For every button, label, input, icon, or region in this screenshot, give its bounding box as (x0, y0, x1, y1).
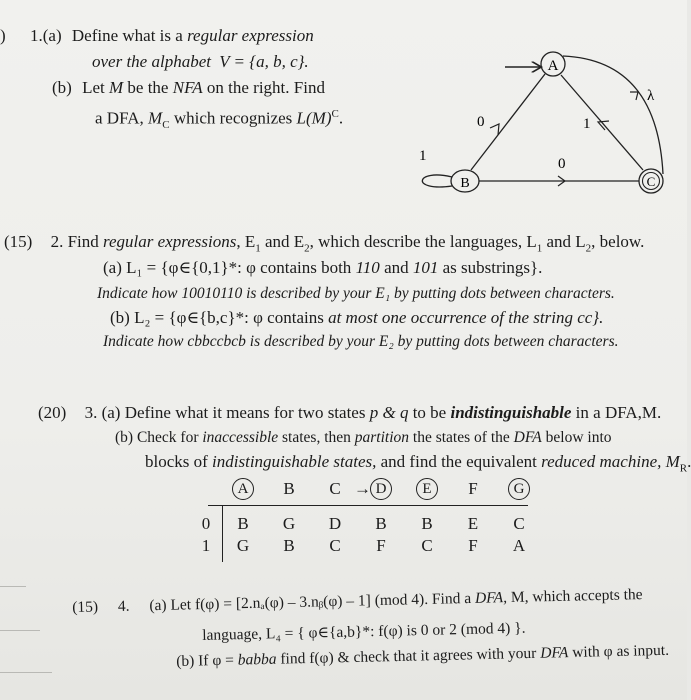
q1a-line1: 1.(a) Define what is a regular expression (30, 26, 314, 45)
q2b-indicate: Indicate how cbbccbcb is described by your E₂ by putting dots between characters. (103, 333, 619, 350)
table-cell: C (329, 536, 341, 555)
edge-a-c-arrowhead (630, 92, 638, 100)
edge-b-a-arrowhead (490, 124, 499, 135)
q2b-line: (b) L₂ = {φ∈{b,c}*: φ contains at most one occurrence of the string cc}. (110, 308, 604, 327)
q1a-line2: over the alphabet V = {a, b, c}. (92, 52, 309, 71)
edge-a-c (563, 56, 663, 174)
table-cell: C (513, 514, 525, 533)
edge-b-c-label: 0 (558, 156, 566, 172)
table-cell: A (512, 536, 526, 555)
table-header-c: C (329, 479, 341, 498)
state-a-label: A (547, 58, 559, 74)
state-c-label: C (646, 174, 656, 189)
q3-line2: (b) Check for inaccessible states, then partition the states of the DFA below into (115, 429, 612, 446)
margin-rule-3 (0, 672, 52, 673)
table-cell: F (376, 536, 386, 555)
table-header-b: B (283, 479, 295, 498)
q2a-line: (a) L₁ = {φ∈{0,1}*: φ contains both 110 and 101 as substrings}. (103, 258, 543, 277)
edge-a-c-label: λ (647, 88, 655, 104)
q2a-indicate: Indicate how 10010110 is described by your E₁ by putting dots between characters. (97, 285, 615, 302)
q2-line1: (15) 2. Find regular expressions, $E_1$ and $E_2$, which describe the languages, $L_1$ and $L_2$, below. (4, 232, 645, 255)
table-cell: G (282, 514, 296, 533)
edge-c-a (561, 75, 643, 170)
table-cell: B (283, 536, 295, 555)
margin-rule-1 (0, 586, 26, 587)
q4-line3: (b) If φ = babba find f(φ) & check that it agrees with your DFA with φ as input. (176, 641, 670, 670)
table-cell: B (375, 514, 387, 533)
table-header-f: F (468, 479, 478, 498)
table-cell: B (237, 514, 249, 533)
margin-rule-2 (0, 630, 40, 631)
table-cell: F (468, 536, 478, 555)
table-cell: G (236, 536, 250, 555)
table-header-e: E (414, 478, 440, 500)
table-header-d: D → (368, 478, 394, 500)
q1b-line2: a DFA, $M_C$ which recognizes $L(M)^C$. (95, 108, 344, 132)
table-cell: E (467, 514, 479, 533)
edge-b-loop (422, 175, 452, 187)
table-header-rule (208, 505, 528, 506)
transition-table (190, 478, 550, 578)
table-row-rule (222, 506, 223, 562)
q4-line1: (15) 4. (a) Let f(φ) = [2.nₐ(φ) – 3.nᵦ(φ) – 1] (mod 4). Find a DFA, M, which accepts the (72, 586, 643, 616)
q3-line1: (20) 3. (a) Define what it means for two states p & q to be indistinguishable in a DFA,M. (38, 403, 662, 422)
table-cell: D (328, 514, 342, 533)
nfa-diagram (395, 40, 685, 205)
edge-b-loop-label: 1 (419, 148, 427, 164)
margin-mark: ) (0, 26, 6, 45)
table-row-label: 1 (201, 536, 211, 555)
start-state-arrow: → (354, 479, 371, 498)
q3-line3: blocks of indistinguishable states, and find the equivalent reduced machine, $M_R$. (145, 452, 691, 475)
table-cell: B (421, 514, 433, 533)
edge-c-a-label: 1 (583, 116, 591, 132)
table-header-a: A (230, 478, 256, 500)
q4-line2: language, L₄ = { φ∈{a,b}*: f(φ) is 0 or 2 (mod 4) }. (202, 619, 526, 644)
q1b-line1: (b) Let M be the NFA on the right. Find (52, 78, 325, 97)
edge-b-a-label: 0 (477, 114, 485, 130)
table-header-g: G (506, 478, 532, 500)
state-b-label: B (460, 176, 470, 191)
table-row-label: 0 (201, 514, 211, 533)
table-cell: C (421, 536, 433, 555)
